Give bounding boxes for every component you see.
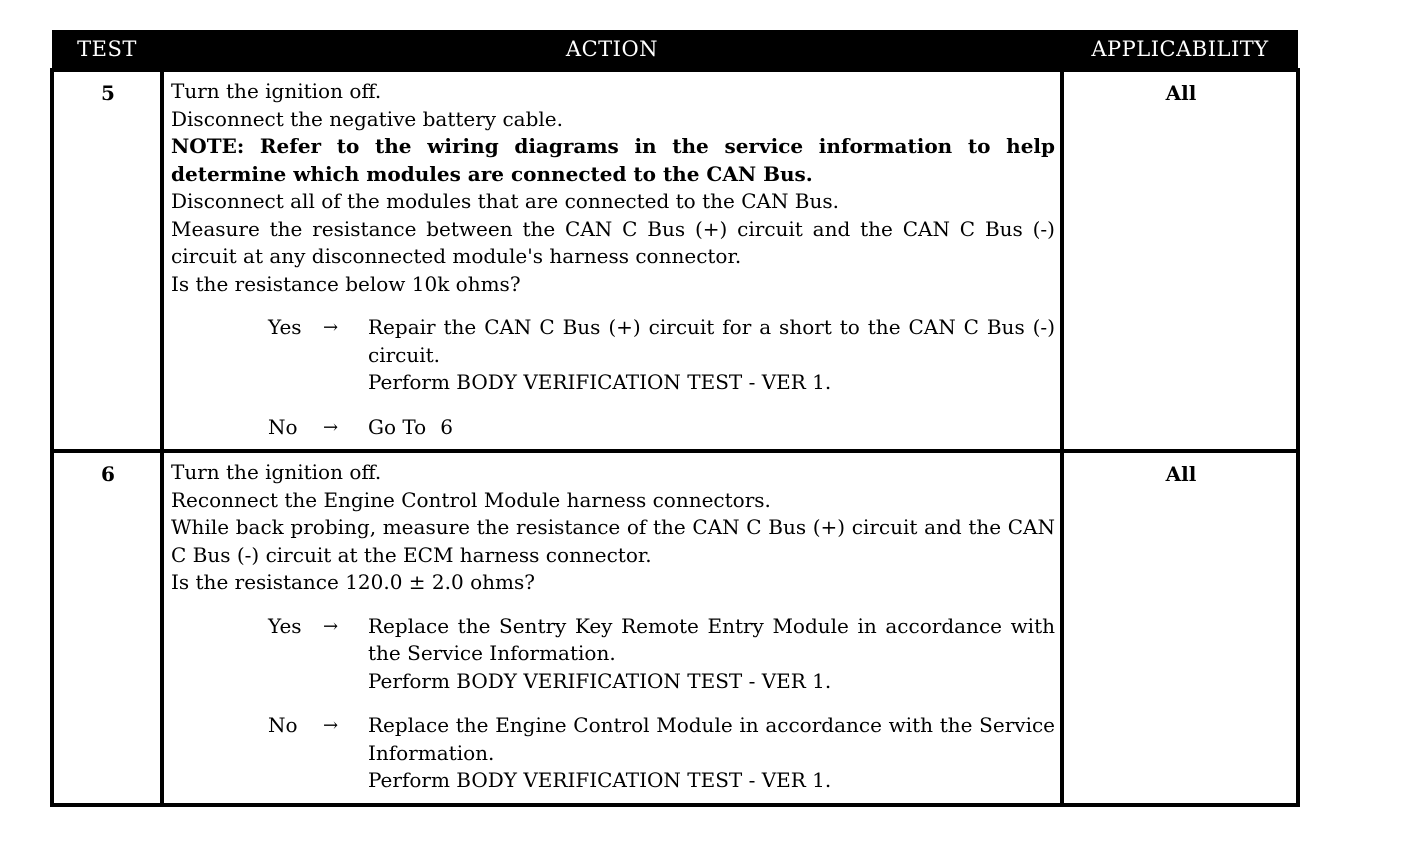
step-line: Is the resistance 120.0 ± 2.0 ohms? bbox=[171, 570, 535, 594]
header-action: ACTION bbox=[162, 30, 1062, 70]
header-applicability: APPLICABILITY bbox=[1062, 30, 1298, 70]
result-line: Perform BODY VERIFICATION TEST - VER 1. bbox=[368, 768, 832, 792]
result-line: Replace the Engine Control Module in accordance with the Service Information. bbox=[368, 713, 1055, 765]
step-line: Disconnect all of the modules that are connected to the CAN Bus. bbox=[171, 189, 839, 213]
result-no bbox=[171, 712, 1055, 795]
result-no-body bbox=[368, 414, 1055, 442]
result-no-body bbox=[368, 712, 1055, 795]
table-header-row bbox=[52, 30, 1298, 70]
applicability-cell: All bbox=[1062, 70, 1298, 451]
right-arrow-icon: → bbox=[323, 416, 339, 438]
step-line: Turn the ignition off. bbox=[171, 79, 382, 103]
result-yes-label: Yes bbox=[268, 613, 302, 638]
result-yes-label: Yes bbox=[268, 315, 302, 339]
result-yes bbox=[171, 613, 1055, 696]
step-line: Disconnect the negative battery cable. bbox=[171, 106, 563, 131]
right-arrow-icon: → bbox=[323, 317, 339, 338]
result-no-label: No bbox=[268, 713, 298, 737]
result-no bbox=[171, 414, 1055, 442]
step-line: Turn the ignition off. bbox=[171, 460, 382, 484]
result-no-label: No bbox=[268, 414, 298, 439]
step-line: Measure the resistance between the CAN C Bus (+) circuit and the CAN C Bus (-) circuit at any disconnected module's harness connector. bbox=[171, 216, 1055, 268]
table-row-test-5 bbox=[52, 70, 1298, 451]
right-arrow-icon: → bbox=[323, 615, 339, 637]
right-arrow-icon: → bbox=[323, 715, 339, 736]
result-line: Repair the CAN C Bus (+) circuit for a short to the CAN C Bus (-) circuit. bbox=[368, 315, 1055, 367]
results bbox=[171, 613, 1055, 795]
step-line: Is the resistance below 10k ohms? bbox=[171, 271, 521, 296]
goto-link-text: Go To bbox=[368, 414, 427, 439]
result-yes bbox=[171, 314, 1055, 397]
step-list bbox=[171, 78, 1055, 298]
table-row-test-6 bbox=[52, 451, 1298, 805]
action-cell bbox=[162, 70, 1062, 451]
results bbox=[171, 314, 1055, 441]
note-text: NOTE: Refer to the wiring diagrams in the service information to help determine which modules are connected to the CAN Bus. bbox=[171, 134, 1055, 186]
header-test: TEST bbox=[52, 30, 162, 70]
applicability-cell: All bbox=[1062, 451, 1298, 805]
test-number: 5 bbox=[52, 70, 162, 451]
result-yes-body bbox=[368, 314, 1055, 397]
action-cell bbox=[162, 451, 1062, 805]
goto-link[interactable]: 6 bbox=[440, 414, 453, 439]
step-line: Reconnect the Engine Control Module harness connectors. bbox=[171, 487, 771, 512]
diagnostic-test-table bbox=[50, 30, 1300, 807]
result-line: Replace the Sentry Key Remote Entry Module in accordance with the Service Information. bbox=[368, 613, 1055, 665]
result-yes-body bbox=[368, 613, 1055, 696]
step-list bbox=[171, 459, 1055, 597]
test-number: 6 bbox=[52, 451, 162, 805]
step-line: While back probing, measure the resistance of the CAN C Bus (+) circuit and the CAN C Bus (-) circuit at the ECM harness connector. bbox=[171, 515, 1055, 567]
result-line: Perform BODY VERIFICATION TEST - VER 1. bbox=[368, 370, 832, 394]
result-line: Perform BODY VERIFICATION TEST - VER 1. bbox=[368, 668, 832, 693]
